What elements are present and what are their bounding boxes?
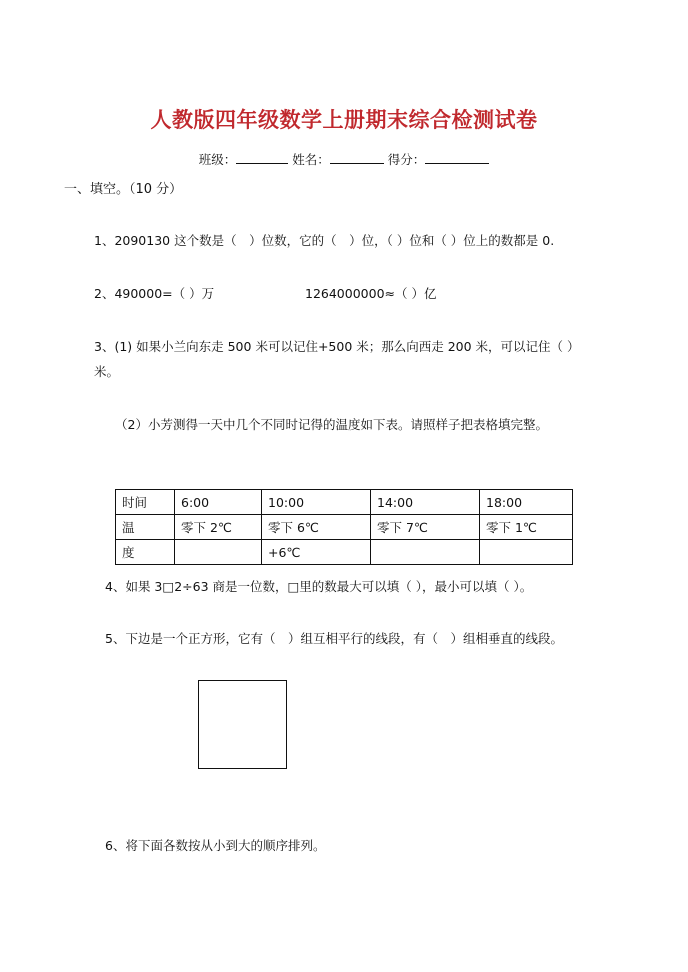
square-figure (198, 680, 287, 769)
section-heading: 一、填空。（10 分） (64, 182, 183, 197)
name-label: 姓名： (292, 152, 330, 167)
question-6: 6、将下面各数按从小到大的顺序排列。 (105, 838, 326, 853)
table-cell: 度 (116, 540, 175, 565)
score-blank (425, 152, 489, 164)
table-cell: 18:00 (480, 490, 573, 515)
table-cell (371, 540, 480, 565)
table-cell: 10:00 (262, 490, 371, 515)
class-blank (236, 152, 288, 164)
table-cell: 6:00 (175, 490, 262, 515)
class-label: 班级： (198, 152, 237, 167)
question-4: 4、如果 3□2÷63 商是一位数，□里的数最大可以填（ ），最小可以填（ ）。 (105, 579, 533, 594)
name-blank (330, 152, 384, 164)
question-3-line2: 米。 (94, 364, 120, 379)
table-cell: 零下 6℃ (262, 515, 371, 540)
question-1: 1、2090130 这个数是（ ）位数，它的（ ）位，（ ）位和（ ）位上的数都是 0. (94, 233, 555, 248)
table-cell: 零下 1℃ (480, 515, 573, 540)
question-3-line1: 3、(1) 如果小兰向东走 500 米可以记住+500 米；那么向西走 200 米，可以记住（ ） (94, 339, 580, 354)
student-info (0, 150, 688, 168)
table-cell: 零下 7℃ (371, 515, 480, 540)
temperature-table (115, 489, 573, 565)
question-2b: 1264000000≈（ ）亿 (305, 286, 437, 301)
question-5: 5、下边是一个正方形，它有（ ）组互相平行的线段，有（ ）组相垂直的线段。 (105, 631, 563, 646)
question-3-2: （2）小芳测得一天中几个不同时记得的温度如下表。请照样子把表格填完整。 (115, 417, 548, 432)
table-cell (175, 540, 262, 565)
table-cell: 时间 (116, 490, 175, 515)
score-label: 得分： (387, 152, 426, 167)
page-title: 人教版四年级数学上册期末综合检测试卷 (150, 107, 538, 132)
table-cell: 零下 2℃ (175, 515, 262, 540)
table-cell: 温 (116, 515, 175, 540)
table-row (116, 540, 573, 565)
table-cell: +6℃ (262, 540, 371, 565)
table-cell (480, 540, 573, 565)
table-cell: 14:00 (371, 490, 480, 515)
table-row (116, 515, 573, 540)
question-2a: 2、490000=（ ）万 (94, 286, 215, 301)
table-row (116, 490, 573, 515)
